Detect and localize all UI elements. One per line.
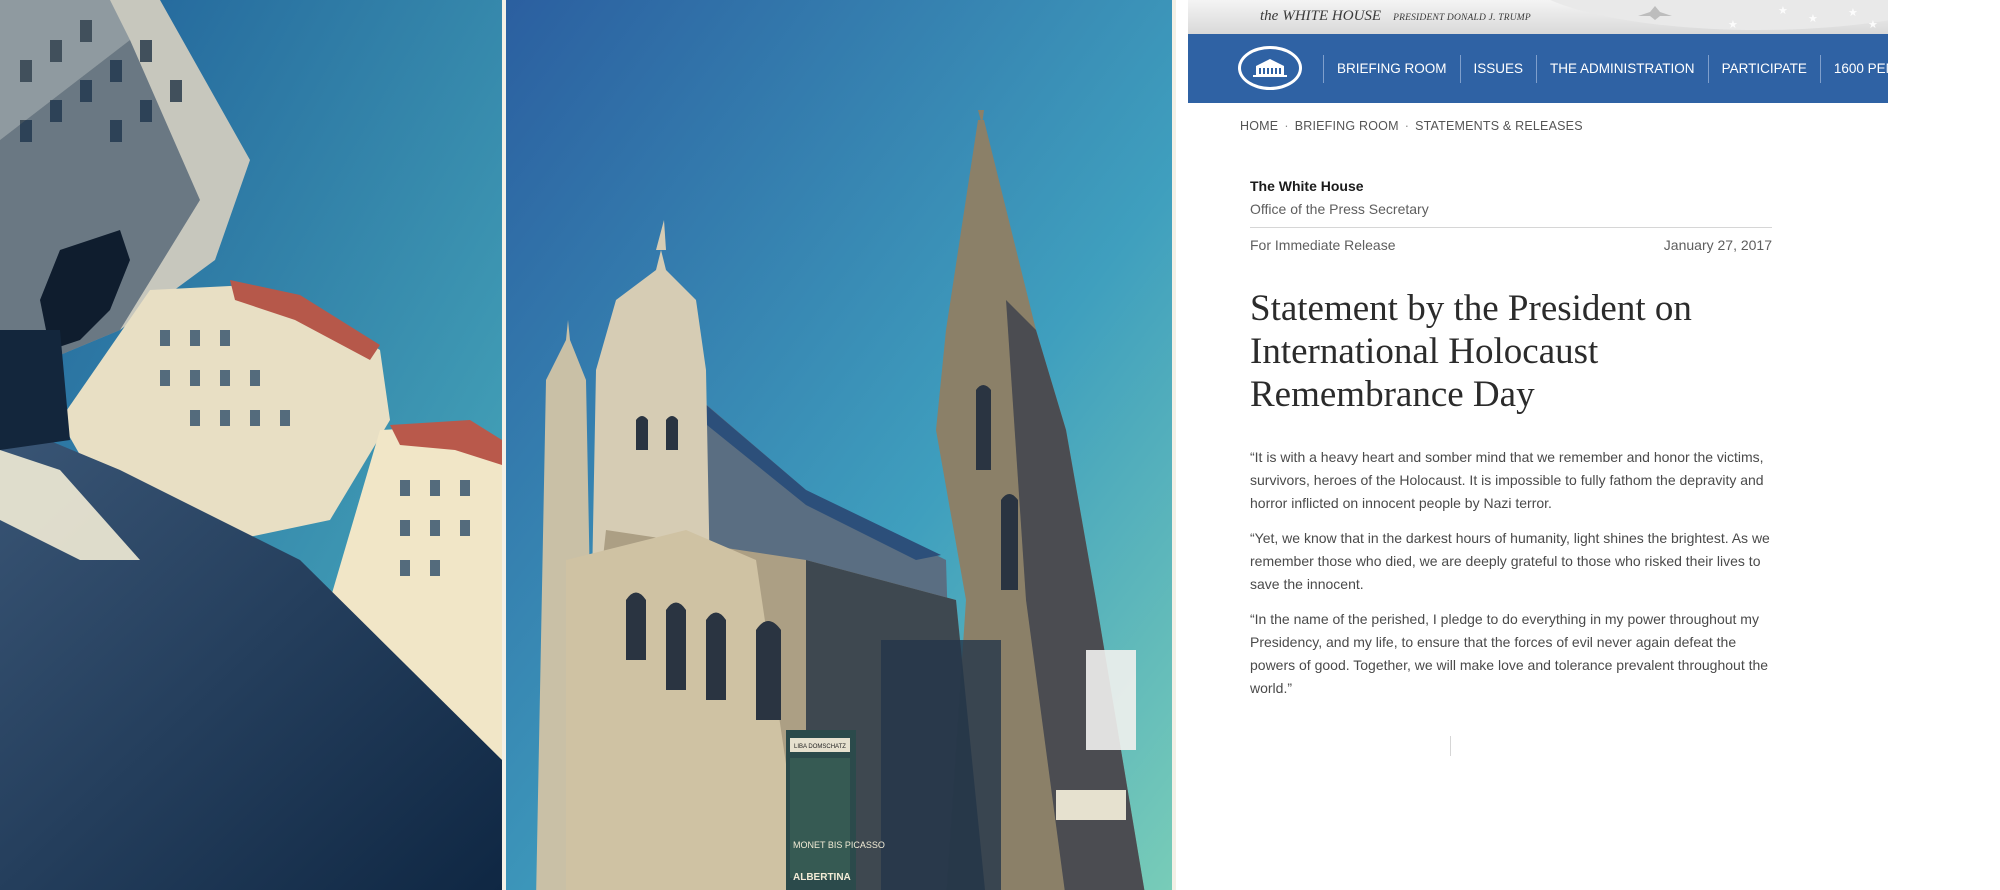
brand-white-house: WHITE HOUSE — [1282, 8, 1382, 24]
org-office: Office of the Press Secretary — [1250, 201, 1429, 217]
breadcrumb-separator: · — [1284, 119, 1289, 133]
release-date: January 27, 2017 — [1663, 237, 1772, 253]
press-header — [1250, 178, 1772, 253]
nav-participate[interactable]: PARTICIPATE — [1708, 55, 1820, 83]
white-house-seal-icon[interactable] — [1238, 46, 1302, 90]
nav-issues[interactable]: ISSUES — [1460, 55, 1537, 83]
shop-sign: LIBA DOMSCHATZ — [794, 744, 846, 750]
breadcrumb — [1240, 119, 1583, 133]
breadcrumb-separator: · — [1404, 119, 1410, 133]
left-photo — [0, 0, 502, 890]
right-photo — [506, 0, 1172, 890]
svg-text:★: ★ — [1808, 12, 1818, 25]
whitehouse-page — [1176, 0, 2000, 890]
statement-title: Statement by the President on International Holocaust Remembrance Day — [1250, 288, 1692, 415]
statement-paragraph: “In the name of the perished, I pledge to do everything in my power throughout my Presidency, and my life, to ensure that the forces of evil never again defeat the powers of good. Together, we will make love and tolerance prevalent throughout the world.” — [1250, 611, 1769, 696]
statement-body — [1250, 446, 1780, 712]
nav-briefing-room[interactable]: BRIEFING ROOM — [1323, 55, 1460, 83]
left-photo-scene — [0, 0, 502, 890]
release-label: For Immediate Release — [1250, 237, 1396, 253]
site-brand[interactable] — [1260, 7, 1531, 25]
nav-the-administration[interactable]: THE ADMINISTRATION — [1536, 55, 1708, 83]
poster-venue: ALBERTINA — [793, 872, 851, 883]
statement-paragraph: “It is with a heavy heart and somber mind that we remember and honor the victims, survivors, heroes of the Holocaust. It is impossible to fully fathom the depravity and horror inflicted on innocent people by Nazi terror. — [1250, 449, 1764, 511]
right-photo-scene — [506, 0, 1172, 890]
svg-text:★: ★ — [1728, 18, 1738, 31]
svg-text:★: ★ — [1848, 6, 1858, 19]
breadcrumb-home[interactable]: HOME — [1240, 119, 1279, 133]
breadcrumb-briefing-room[interactable]: BRIEFING ROOM — [1294, 119, 1399, 133]
brand-president: PRESIDENT DONALD J. TRUMP — [1393, 13, 1531, 23]
nav-1600-penn[interactable]: 1600 PENN — [1820, 55, 1918, 83]
org-name: The White House — [1250, 178, 1364, 194]
svg-text:★: ★ — [1868, 18, 1878, 31]
release-row — [1250, 237, 1772, 253]
poster-title: MONET BIS PICASSO — [793, 840, 885, 850]
site-banner — [1188, 0, 1888, 34]
statement-paragraph: “Yet, we know that in the darkest hours of humanity, light shines the brightest. As we remember those who died, we are deeply grateful to those who risked their lives to save the innocent. — [1250, 530, 1770, 592]
nav-list — [1323, 34, 1918, 103]
press-divider — [1250, 227, 1772, 228]
main-nav — [1188, 34, 1906, 103]
brand-the: the — [1260, 8, 1279, 24]
banner-decoration — [1528, 0, 1888, 34]
share-divider — [1450, 736, 1451, 756]
svg-text:★: ★ — [1778, 4, 1788, 17]
breadcrumb-statements-releases[interactable]: STATEMENTS & RELEASES — [1415, 119, 1583, 133]
